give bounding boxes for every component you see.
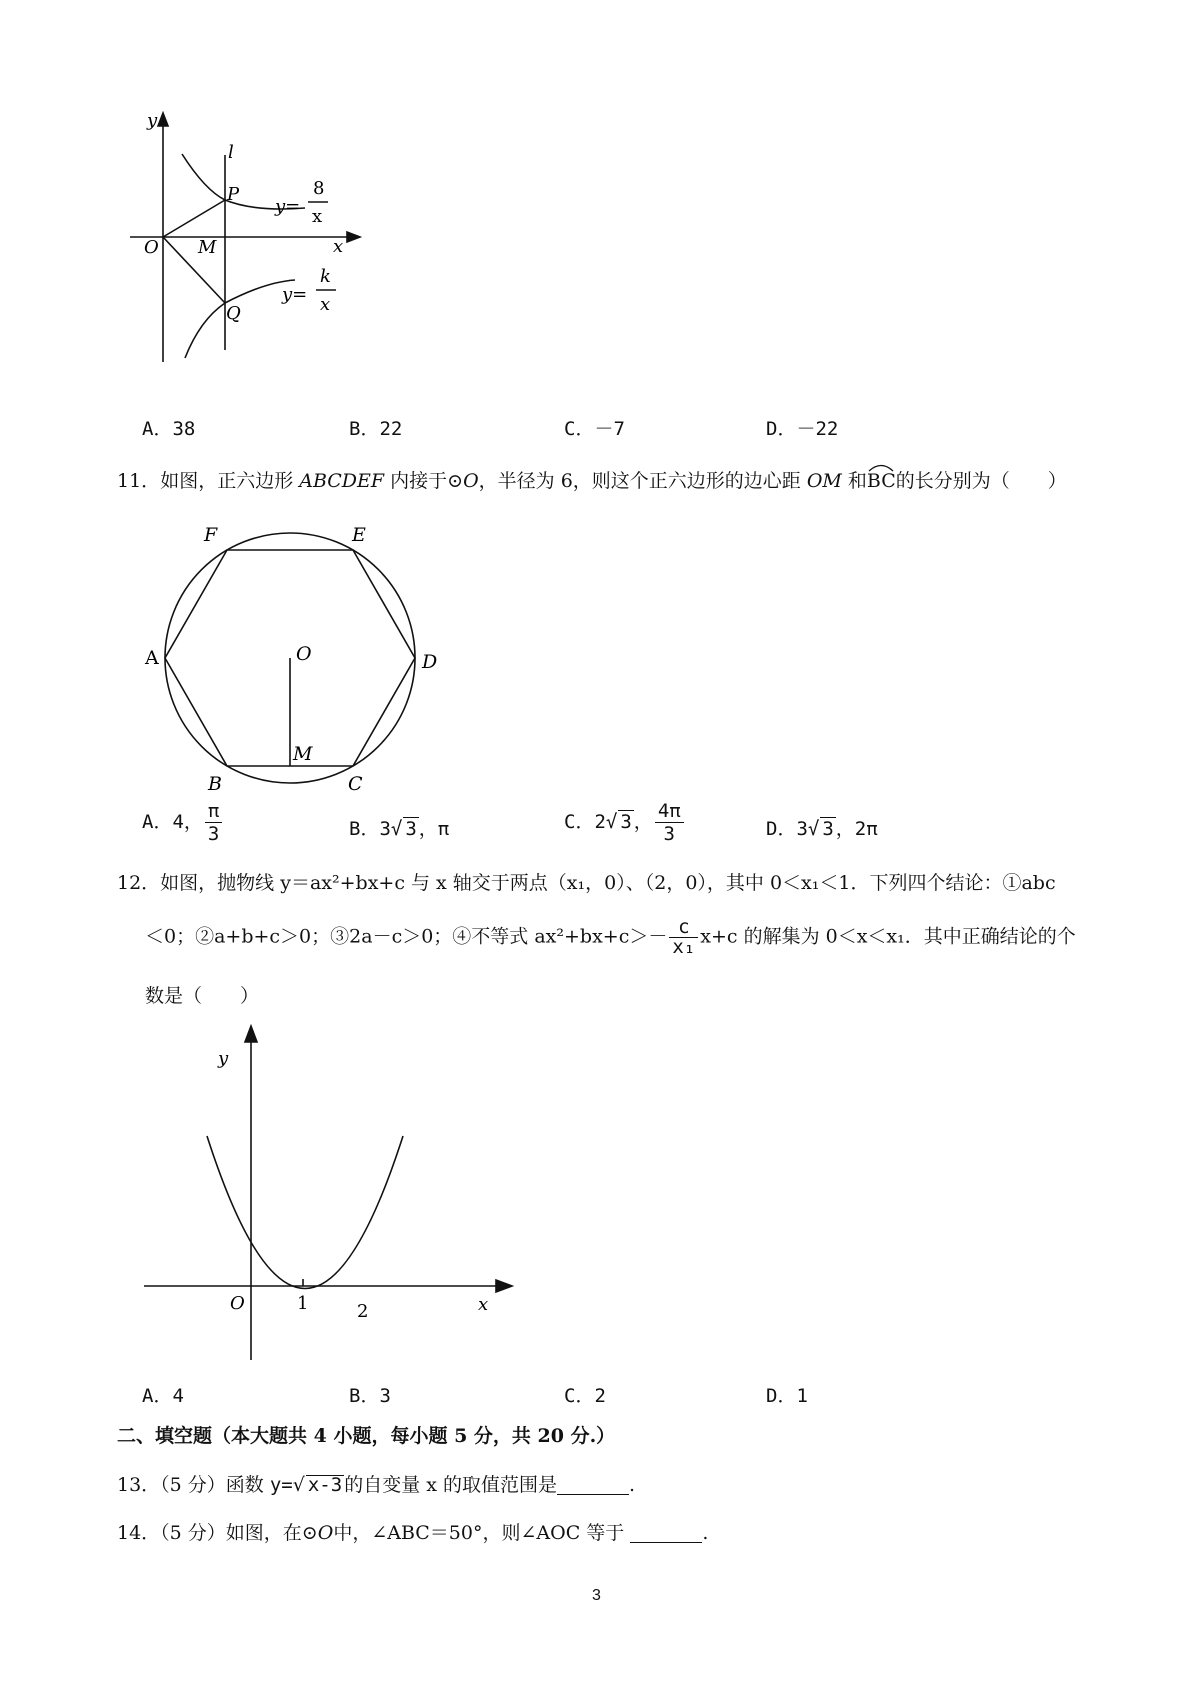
q11-option-b-radicand: 3 xyxy=(405,818,417,840)
q14-prefix: 14．（5 分）如图，在⊙ xyxy=(117,1522,318,1544)
tick-label-2: 2 xyxy=(357,1301,369,1322)
y-axis-arrow xyxy=(158,113,168,126)
arc-mark-icon xyxy=(867,462,895,472)
page-number: 3 xyxy=(592,1587,601,1604)
q11-shape: ABCDEF xyxy=(299,470,385,492)
fraction-denominator: 3 xyxy=(207,823,220,845)
q11-figure xyxy=(140,515,460,800)
q13-function: y= xyxy=(269,1474,293,1496)
q14-mid: 中，∠ABC＝50°，则∠AOC 等于 xyxy=(333,1522,631,1544)
section-heading: 二、填空题（本大题共 4 小题，每小题 5 分，共 20 分.） xyxy=(117,1425,616,1447)
q11-option-c-radicand: 3 xyxy=(620,811,632,833)
q14-answer-blank[interactable] xyxy=(630,1524,702,1543)
q14-end: . xyxy=(702,1522,709,1544)
eq1-den: x xyxy=(312,206,323,227)
fraction-numerator: c xyxy=(669,918,698,938)
label-o: O xyxy=(296,643,312,665)
label-b: B xyxy=(208,773,222,795)
fraction-numerator: π xyxy=(205,800,222,823)
q12-line-1: 12．如图，抛物线 y＝ax²+bx+c 与 x 轴交于两点（x₁，0）、（2，0），其中 0＜x₁＜1．下列四个结论：①abc xyxy=(117,872,1056,894)
q11-segment: OM xyxy=(806,470,842,492)
q14-circle: O xyxy=(317,1522,334,1544)
q11-option-d-suffix: ，2π xyxy=(835,818,878,840)
q12-line-3: 数是（ ） xyxy=(145,985,260,1007)
q11-text-c: ，半径为 6，则这个正六边形的边心距 xyxy=(478,470,807,492)
eq2-lhs: y= xyxy=(282,284,308,305)
q11-option-b-suffix: ，π xyxy=(418,818,450,840)
q12-line-2a: ＜0；②a+b+c＞0；③2a－c＞0；④不等式 ax²+bx+c＞－ xyxy=(145,925,668,948)
fraction-numerator: 4π xyxy=(655,800,684,823)
q11-option-d-prefix: D．3 xyxy=(766,818,808,840)
q11-option-c-fraction xyxy=(655,800,684,845)
q12-line-2 xyxy=(145,918,1076,957)
fraction-denominator: 3 xyxy=(663,823,675,845)
segment-op xyxy=(163,200,225,237)
label-c: C xyxy=(348,773,363,795)
q11-stem xyxy=(117,472,1067,491)
q11-option-d xyxy=(766,814,878,841)
q11-circle: O xyxy=(463,470,479,492)
radical-icon: √ xyxy=(390,818,403,840)
q12-option-c: C．2 xyxy=(564,1385,606,1407)
q14-question xyxy=(117,1524,708,1543)
q13-radicand: x-3 xyxy=(307,1474,343,1496)
q10-option-c: C．－7 xyxy=(564,418,625,440)
q11-option-a-fraction xyxy=(205,800,222,845)
eq1-lhs: y= xyxy=(275,196,301,217)
q11-text-b: 内接于⊙ xyxy=(384,470,464,492)
q12-figure xyxy=(140,1020,520,1370)
q10-figure xyxy=(130,110,390,380)
fraction-denominator: x₁ xyxy=(672,936,696,958)
q11-arc-label: BC xyxy=(866,470,896,492)
parabola xyxy=(207,1136,403,1289)
label-y: y xyxy=(218,1048,229,1069)
label-x: x xyxy=(478,1294,489,1315)
q13-answer-blank[interactable] xyxy=(557,1476,629,1495)
tick-label-1: 1 xyxy=(297,1293,309,1314)
q12-option-b: B．3 xyxy=(349,1385,391,1407)
q12-option-d: D．1 xyxy=(766,1385,808,1407)
q11-option-c-prefix: C．2 xyxy=(564,811,606,833)
y-axis-arrow xyxy=(245,1026,257,1042)
q11-option-d-radicand: 3 xyxy=(822,818,834,840)
x-axis-arrow xyxy=(347,232,360,242)
q11-option-b-prefix: B．3 xyxy=(349,818,391,840)
q13-end: . xyxy=(628,1474,636,1496)
q11-option-b xyxy=(349,814,449,841)
label-p: P xyxy=(227,184,240,205)
eq2-den: x xyxy=(320,294,331,315)
q12-fraction xyxy=(669,918,698,957)
radical-icon: √ xyxy=(807,818,820,840)
q10-option-b: B．22 xyxy=(349,418,403,440)
q10-option-d: D．－22 xyxy=(766,418,839,440)
q11-option-c xyxy=(564,800,686,845)
label-m: M xyxy=(198,237,217,258)
label-e: E xyxy=(352,524,366,546)
q11-option-c-comma: ， xyxy=(633,811,653,833)
q10-option-a: A．38 xyxy=(142,418,196,440)
label-f: F xyxy=(204,524,218,546)
label-a: A xyxy=(145,647,159,669)
label-d: D xyxy=(422,651,438,673)
q11-option-a xyxy=(142,800,224,845)
radical-icon: √ xyxy=(605,811,618,833)
label-m: M xyxy=(293,743,313,765)
radical-icon: √ xyxy=(292,1474,305,1496)
q11-option-a-prefix: A．4， xyxy=(142,811,203,833)
eq1-num: 8 xyxy=(313,178,325,199)
q13-suffix: 的自变量 x 的取值范围是 xyxy=(344,1474,557,1496)
label-q: Q xyxy=(226,303,241,324)
q12-option-a: A．4 xyxy=(142,1385,184,1407)
label-o: O xyxy=(230,1293,245,1314)
label-o: O xyxy=(144,237,159,258)
q13-question xyxy=(117,1475,635,1495)
q11-arc xyxy=(867,472,896,491)
x-axis-arrow xyxy=(496,1280,512,1292)
label-y: y xyxy=(147,110,158,131)
q13-prefix: 13．（5 分）函数 xyxy=(117,1474,270,1496)
eq2-num: k xyxy=(320,266,331,287)
q11-number: 11． xyxy=(117,470,161,492)
q11-text-a: 如图，正六边形 xyxy=(160,470,300,492)
q11-text-e: 的长分别为（ ） xyxy=(895,470,1067,492)
q11-text-d: 和 xyxy=(841,470,867,492)
q12-line-2b: x+c 的解集为 0＜x＜x₁．其中正确结论的个 xyxy=(700,925,1076,948)
label-x: x xyxy=(333,236,344,257)
label-l: l xyxy=(228,142,234,163)
